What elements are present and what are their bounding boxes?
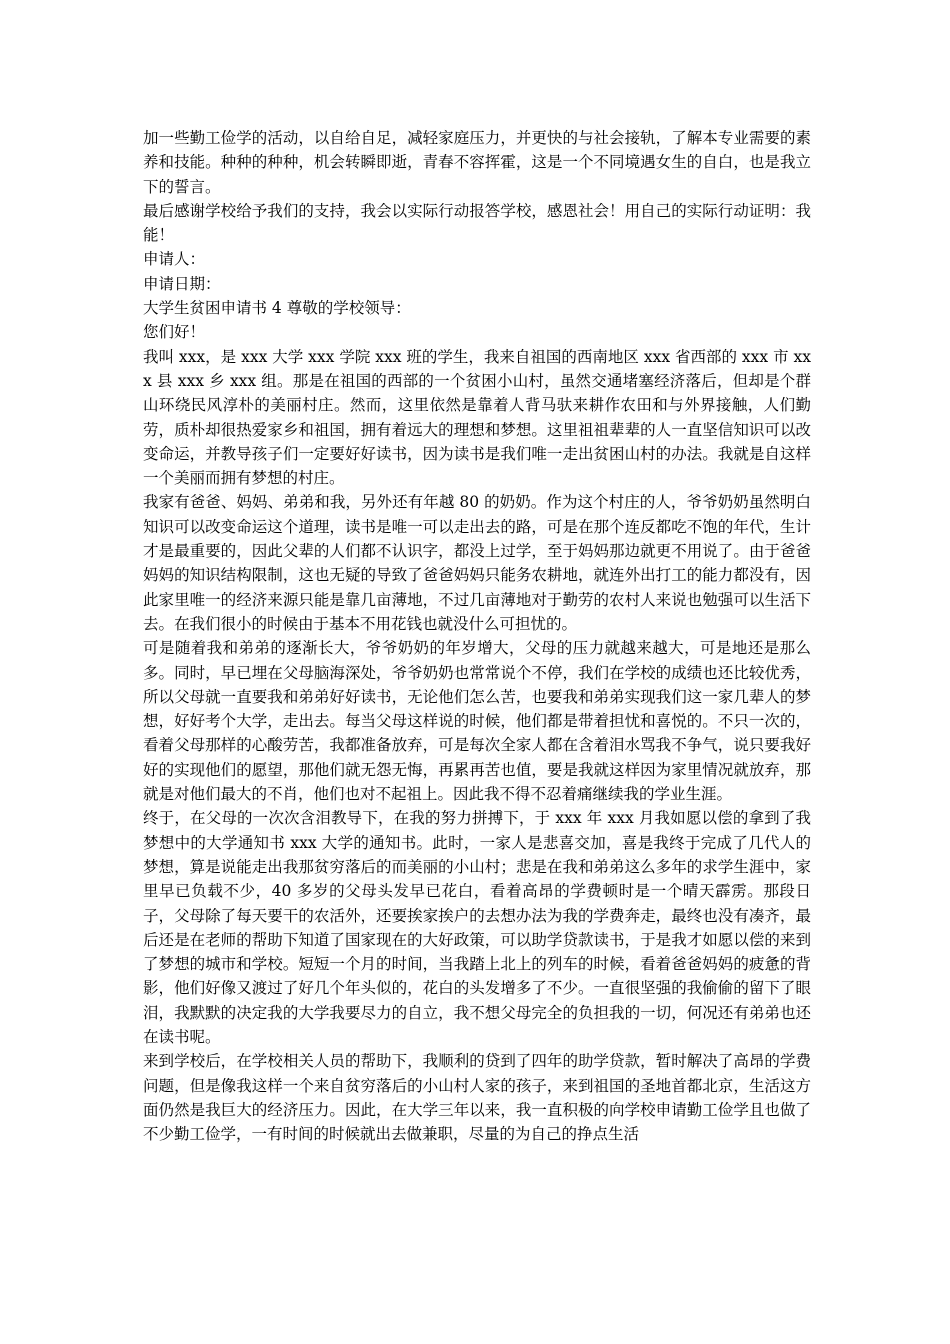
paragraph-2: 最后感谢学校给予我们的支持，我会以实际行动报答学校，感恩社会！用自己的实际行动证明：我能！ xyxy=(143,201,811,245)
paragraph-6: 您们好！ xyxy=(143,323,206,342)
paragraph-5: 大学生贫困申请书 4 尊敬的学校领导： xyxy=(143,299,411,318)
document-page xyxy=(143,126,811,1146)
paragraph-7: 我叫 xxx，是 xxx 大学 xxx 学院 xxx 班的学生，我来自祖国的西南地区 xxx 省西部的 xxx 市 xxx 县 xxx 乡 xxx 组。那是在祖国的西部的一个贫困小山村，虽然交通堵塞经济落后，但却是个群山环绕民风淳朴的美丽村庄。然而，这里依然是靠着人背马驮来耕作农田和与外界接触，人们勤劳，质朴却很热爱家乡和祖国，拥有着远大的理想和梦想。这里祖祖辈辈的人一直坚信知识可以改变命运，并教导孩子们一定要好好读书，因为读书是我们唯一走出贫困山村的办法。我就是自这样一个美丽而拥有梦想的村庄。 xyxy=(143,347,811,488)
paragraph-10: 终于，在父母的一次次含泪教导下，在我的努力拼搏下，于 xxx 年 xxx 月我如愿以偿的拿到了我梦想中的大学通知书 xxx 大学的通知书。此时，一家人是悲喜交加，喜是我终于完成了几代人的梦想，算是说能走出我那贫穷落后的而美丽的小山村；悲是在我和弟弟这么多年的求学生涯中，家里早已负载不少，40 多岁的父母头发早已花白，看着高昂的学费顿时是一个晴天霹雳。那段日子，父母除了每天要干的农活外，还要挨家挨户的去想办法为我的学费奔走，最终也没有凑齐，最后还是在老师的帮助下知道了国家现在的大好政策，可以助学贷款读书，于是我才如愿以偿的来到了梦想的城市和学校。短短一个月的时间，当我踏上北上的列车的时候，看着爸爸妈妈的疲惫的背影，他们好像又渡过了好几个年头似的，花白的头发增多了不少。一直很坚强的我偷偷的留下了眼泪，我默默的决定我的大学我要尽力的自立，我不想父母完全的负担我的一切，何况还有弟弟也还在读书呢。 xyxy=(143,809,811,1046)
paragraph-3: 申请人： xyxy=(143,250,206,269)
paragraph-4: 申请日期： xyxy=(143,274,221,293)
paragraph-1: 加一些勤工俭学的活动，以自给自足，减轻家庭压力，并更快的与社会接轨，了解本专业需要的素养和技能。种种的种种，机会转瞬即逝，青春不容挥霍，这是一个不同境遇女生的自白，也是我立下的誓言。 xyxy=(143,129,811,196)
paragraph-8: 我家有爸爸、妈妈、弟弟和我，另外还有年越 80 的奶奶。作为这个村庄的人，爷爷奶奶虽然明白知识可以改变命运这个道理，读书是唯一可以走出去的路，可是在那个连反都吃不饱的年代，生计才是最重要的，因此父辈的人们都不认识字，都没上过学，至于妈妈那边就更不用说了。由于爸爸妈妈的知识结构限制，这也无疑的导致了爸爸妈妈只能务农耕地，就连外出打工的能力都没有，因此家里唯一的经济来源只能是靠几亩薄地，不过几亩薄地对于勤劳的农村人来说也勉强可以生活下去。在我们很小的时候由于基本不用花钱也就没什么可担忧的。 xyxy=(143,493,811,633)
paragraph-9: 可是随着我和弟弟的逐渐长大，爷爷奶奶的年岁增大，父母的压力就越来越大，可是地还是那么多。同时，早已埋在父母脑海深处，爷爷奶奶也常常说个不停，我们在学校的成绩也还比较优秀，所以父母就一直要我和弟弟好好读书，无论他们怎么苦，也要我和弟弟实现我们这一家几辈人的梦想，好好考个大学，走出去。每当父母这样说的时候，他们都是带着担忧和喜悦的。不只一次的，看着父母那样的心酸劳苦，我都准备放弃，可是每次全家人都在含着泪水骂我不争气，说只要我好好的实现他们的愿望，那他们就无怨无悔，再累再苦也值，要是我就这样因为家里情况就放弃，那就是对他们最大的不肖，他们也对不起祖上。因此我不得不忍着痛继续我的学业生涯。 xyxy=(143,639,811,804)
paragraph-11: 来到学校后，在学校相关人员的帮助下，我顺利的贷到了四年的助学贷款，暂时解决了高昂的学费问题，但是像我这样一个来自贫穷落后的小山村人家的孩子，来到祖国的圣地首都北京，生活这方面仍然是我巨大的经济压力。因此，在大学三年以来，我一直积极的向学校申请勤工俭学且也做了不少勤工俭学，一有时间的时候就出去做兼职，尽量的为自己的挣点生活 xyxy=(143,1052,811,1144)
